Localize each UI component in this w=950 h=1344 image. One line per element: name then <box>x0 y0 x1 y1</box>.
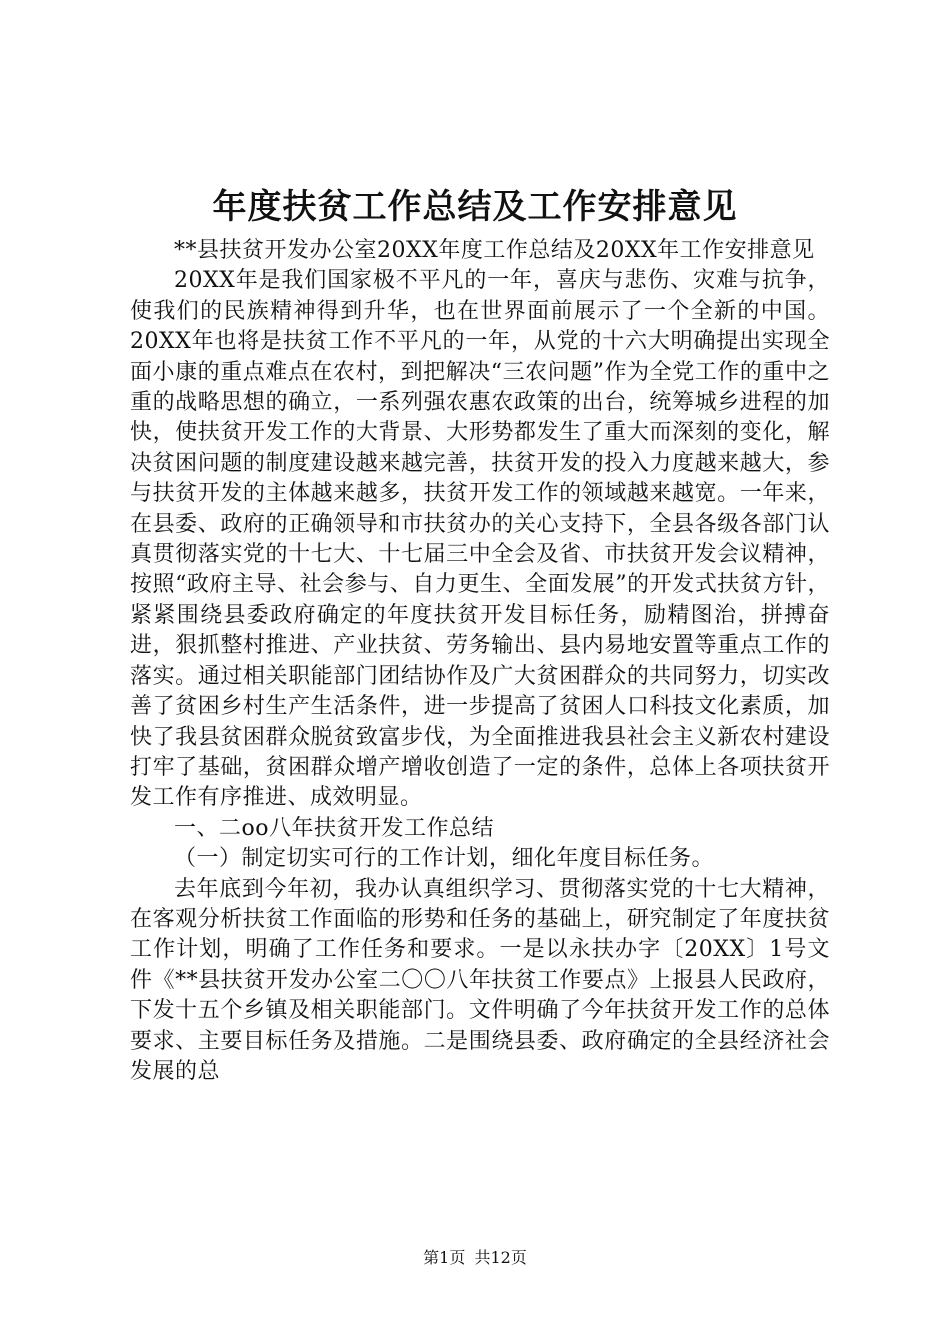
intro-paragraph: 20XX年是我们国家极不平凡的一年，喜庆与悲伤、灾难与抗争，使我们的民族精神得到升华，也在世界面前展示了一个全新的中国。20XX年也将是扶贫工作不平凡的一年，从党的十六大明确提出实现全面小康的重点难点在农村，到把解决“三农问题”作为全党工作的重中之重的战略思想的确立，一系列强农惠农政策的出台，统筹城乡进程的加快，使扶贫开发工作的大背景、大形势都发生了重大而深刻的变化，解决贫困问题的制度建设越来越完善，扶贫开发的投入力度越来越大，参与扶贫开发的主体越来越多，扶贫开发工作的领域越来越宽。一年来，在县委、政府的正确领导和市扶贫办的关心支持下，全县各级各部门认真贯彻落实党的十七大、十七届三中全会及省、市扶贫开发会议精神，按照“政府主导、社会参与、自力更生、全面发展”的开发式扶贫方针，紧紧围绕县委政府确定的年度扶贫开发目标任务，励精图治，拼搏奋进，狠抓整村推进、产业扶贫、劳务输出、县内易地安置等重点工作的落实。通过相关职能部门团结协作及广大贫困群众的共同努力，切实改善了贫困乡村生产生活条件，进一步提高了贫困人口科技文化素质，加快了我县贫困群众脱贫致富步伐，为全面推进我县社会主义新农村建设打牢了基础，贫困群众增产增收创造了一定的条件，总体上各项扶贫开发工作有序推进、成效明显。 <box>130 268 830 811</box>
page-footer <box>0 1247 950 1269</box>
document-title: 年度扶贫工作总结及工作安排意见 <box>212 187 738 227</box>
body-paragraph: 去年底到今年初，我办认真组织学习、贯彻落实党的十七大精神，在客观分析扶贫工作面临的形势和任务的基础上，研究制定了年度扶贫工作计划，明确了工作任务和要求。一是以永扶办字〔20XX〕1号文件《**县扶贫开发办公室二〇〇八年扶贫工作要点》上报县人民政府，下发十五个乡镇及相关职能部门。文件明确了今年扶贫开发工作的总体要求、主要目标任务及措施。二是围绕县委、政府确定的全县经济社会发展的总 <box>130 876 830 1084</box>
subsection-heading: （一）制定切实可行的工作计划，细化年度目标任务。 <box>174 846 715 872</box>
subtitle-paragraph: **县扶贫开发办公室20XX年度工作总结及20XX年工作安排意见 <box>174 238 815 263</box>
page-total: 共12页 <box>474 1248 527 1267</box>
section-heading: 一、二oo八年扶贫开发工作总结 <box>174 815 494 841</box>
document-body <box>130 236 830 1087</box>
page-number: 第1页 <box>423 1248 466 1267</box>
